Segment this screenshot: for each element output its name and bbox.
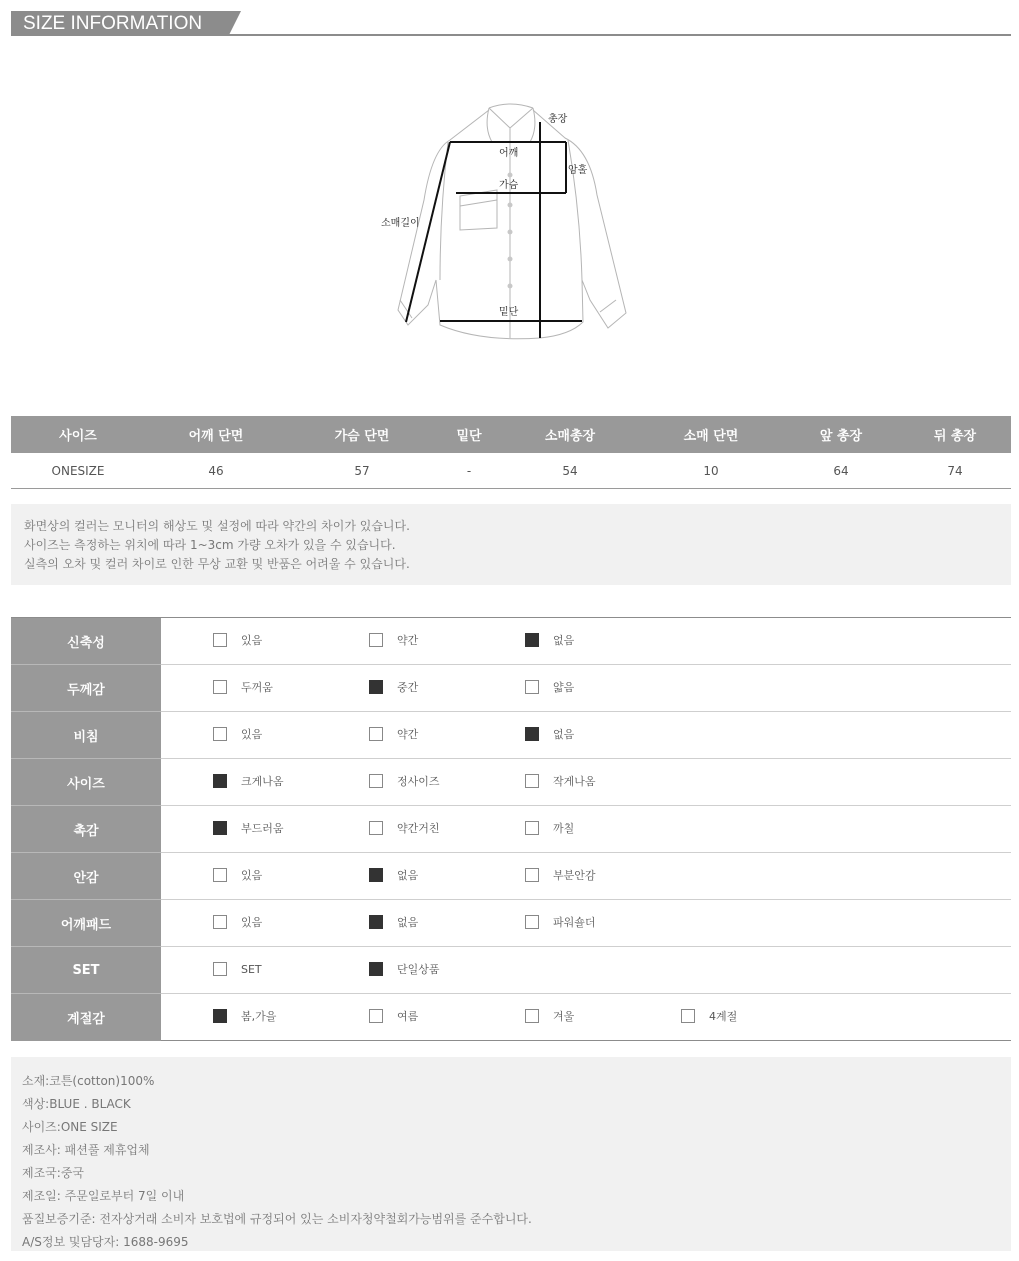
header-divider [11, 34, 1011, 36]
feature-option-label: 파워숄더 [553, 916, 596, 929]
feature-options-cell [161, 853, 1011, 900]
feature-option-label: 약간 [397, 728, 419, 741]
label-shoulder: 어깨 [499, 148, 519, 159]
info-color: 색상:BLUE . BLACK [22, 1097, 131, 1111]
notice-line: 실측의 오차 및 컬러 차이로 인한 무상 교환 및 반품은 어려울 수 있습니다. [24, 557, 410, 571]
feature-label: 비침 [11, 712, 161, 759]
size-table-column-header: 소매총장 [501, 416, 639, 453]
checked-box-icon[interactable] [369, 962, 383, 976]
feature-options-cell [161, 618, 1011, 665]
size-table-cell: 57 [287, 453, 437, 489]
feature-option-label: 얇음 [553, 681, 575, 694]
checked-box-icon[interactable] [369, 680, 383, 694]
unchecked-box-icon[interactable] [525, 915, 539, 929]
feature-options-cell [161, 806, 1011, 853]
unchecked-box-icon[interactable] [213, 727, 227, 741]
feature-option-label: 부드러움 [241, 822, 284, 835]
size-table-cell: 64 [783, 453, 899, 489]
label-armhole: 암홀 [568, 165, 588, 176]
checked-box-icon[interactable] [213, 821, 227, 835]
size-table-cell: 74 [899, 453, 1011, 489]
size-table-column-header: 앞 총장 [783, 416, 899, 453]
feature-option-label: 약간거친 [397, 822, 440, 835]
feature-options-cell [161, 994, 1011, 1041]
info-size: 사이즈:ONE SIZE [22, 1120, 118, 1134]
chest-pocket [460, 190, 497, 230]
size-table-cell: 54 [501, 453, 639, 489]
size-table-cell: 10 [639, 453, 783, 489]
feature-option-label: 부분안감 [553, 869, 596, 882]
size-table-column-header: 어깨 단면 [145, 416, 287, 453]
notice-panel [11, 504, 1011, 585]
feature-options-cell [161, 900, 1011, 947]
size-table-column-header: 소매 단면 [639, 416, 783, 453]
feature-row [11, 806, 1011, 853]
unchecked-box-icon[interactable] [525, 774, 539, 788]
info-as-contact: A/S정보 및담당자: 1688-9695 [22, 1235, 189, 1249]
feature-option-label: 있음 [241, 916, 263, 929]
size-table-column-header: 밑단 [437, 416, 501, 453]
notice-line: 사이즈는 측정하는 위치에 따라 1~3cm 가량 오차가 있을 수 있습니다. [24, 538, 396, 552]
feature-label: 계절감 [11, 994, 161, 1041]
feature-table [11, 617, 1011, 1041]
feature-option-label: 4계절 [709, 1010, 738, 1023]
product-info-panel [11, 1057, 1011, 1251]
unchecked-box-icon[interactable] [213, 633, 227, 647]
label-hem: 밑단 [499, 307, 519, 318]
feature-option-label: 있음 [241, 869, 263, 882]
size-table-cell: 46 [145, 453, 287, 489]
collar-outline [489, 108, 533, 128]
feature-option-label: 없음 [553, 728, 575, 741]
size-table-cell: - [437, 453, 501, 489]
feature-label: 안감 [11, 853, 161, 900]
unchecked-box-icon[interactable] [525, 680, 539, 694]
checked-box-icon[interactable] [213, 1009, 227, 1023]
feature-row [11, 900, 1011, 947]
feature-options-cell [161, 712, 1011, 759]
feature-option-label: SET [241, 963, 262, 976]
checked-box-icon[interactable] [525, 633, 539, 647]
feature-options-cell [161, 759, 1011, 806]
feature-option-label: 작게나옴 [553, 775, 596, 788]
unchecked-box-icon[interactable] [369, 774, 383, 788]
feature-row [11, 947, 1011, 994]
size-table [11, 416, 1011, 489]
feature-label: 두께감 [11, 665, 161, 712]
checked-box-icon[interactable] [213, 774, 227, 788]
unchecked-box-icon[interactable] [525, 821, 539, 835]
checked-box-icon[interactable] [369, 868, 383, 882]
unchecked-box-icon[interactable] [681, 1009, 695, 1023]
feature-label: 촉감 [11, 806, 161, 853]
label-total-length: 총장 [548, 114, 568, 125]
feature-option-label: 까칠 [553, 822, 575, 835]
feature-option-label: 두꺼움 [241, 681, 273, 694]
label-sleeve-length: 소매길이 [381, 218, 420, 229]
feature-row [11, 618, 1011, 665]
info-material: 소재:코튼(cotton)100% [22, 1074, 155, 1088]
feature-label: 어깨패드 [11, 900, 161, 947]
feature-label: 사이즈 [11, 759, 161, 806]
feature-option-label: 있음 [241, 728, 263, 741]
unchecked-box-icon[interactable] [525, 868, 539, 882]
feature-option-label: 없음 [397, 869, 419, 882]
unchecked-box-icon[interactable] [213, 962, 227, 976]
notice-line: 화면상의 컬러는 모니터의 해상도 및 설정에 따라 약간의 차이가 있습니다. [24, 519, 410, 533]
feature-option-label: 겨울 [553, 1010, 575, 1023]
unchecked-box-icon[interactable] [369, 1009, 383, 1023]
feature-option-label: 크게나옴 [241, 775, 284, 788]
feature-option-label: 봄,가을 [241, 1010, 277, 1023]
shirt-body-outline [398, 110, 626, 339]
feature-option-label: 약간 [397, 634, 419, 647]
feature-options-cell [161, 665, 1011, 712]
unchecked-box-icon[interactable] [213, 868, 227, 882]
size-table-column-header: 사이즈 [11, 416, 145, 453]
checked-box-icon[interactable] [369, 915, 383, 929]
feature-row [11, 994, 1011, 1041]
unchecked-box-icon[interactable] [525, 1009, 539, 1023]
unchecked-box-icon[interactable] [369, 727, 383, 741]
feature-label: 신축성 [11, 618, 161, 665]
feature-options-cell [161, 947, 1011, 994]
sleeve-length-measure-line [406, 142, 450, 322]
info-quality-guarantee: 품질보증기준: 전자상거래 소비자 보호법에 규정되어 있는 소비자청약철회가능범위를 준수합니다. [22, 1212, 532, 1226]
feature-row [11, 712, 1011, 759]
feature-row [11, 665, 1011, 712]
size-table-column-header: 가슴 단면 [287, 416, 437, 453]
feature-option-label: 없음 [553, 634, 575, 647]
checked-box-icon[interactable] [525, 727, 539, 741]
feature-option-label: 여름 [397, 1010, 419, 1023]
info-country: 제조국:중국 [22, 1166, 85, 1180]
feature-option-label: 있음 [241, 634, 263, 647]
table-row [11, 453, 1011, 489]
feature-row [11, 853, 1011, 900]
shirt-measurement-diagram [0, 95, 1019, 355]
info-manufacture-date: 제조일: 주문일로부터 7일 이내 [22, 1189, 185, 1203]
feature-label: SET [11, 947, 161, 994]
feature-option-label: 없음 [397, 916, 419, 929]
label-chest: 가슴 [499, 180, 519, 191]
unchecked-box-icon[interactable] [369, 821, 383, 835]
feature-option-label: 중간 [397, 681, 419, 694]
size-table-column-header: 뒤 총장 [899, 416, 1011, 453]
feature-option-label: 단일상품 [397, 963, 440, 976]
unchecked-box-icon[interactable] [369, 633, 383, 647]
size-table-header [11, 416, 1011, 453]
feature-option-label: 정사이즈 [397, 775, 440, 788]
info-manufacturer: 제조사: 패션풀 제휴업체 [22, 1143, 150, 1157]
section-header [11, 11, 1011, 36]
unchecked-box-icon[interactable] [213, 915, 227, 929]
size-table-cell: ONESIZE [11, 453, 145, 489]
feature-row [11, 759, 1011, 806]
section-title: SIZE INFORMATION [11, 11, 229, 35]
unchecked-box-icon[interactable] [213, 680, 227, 694]
